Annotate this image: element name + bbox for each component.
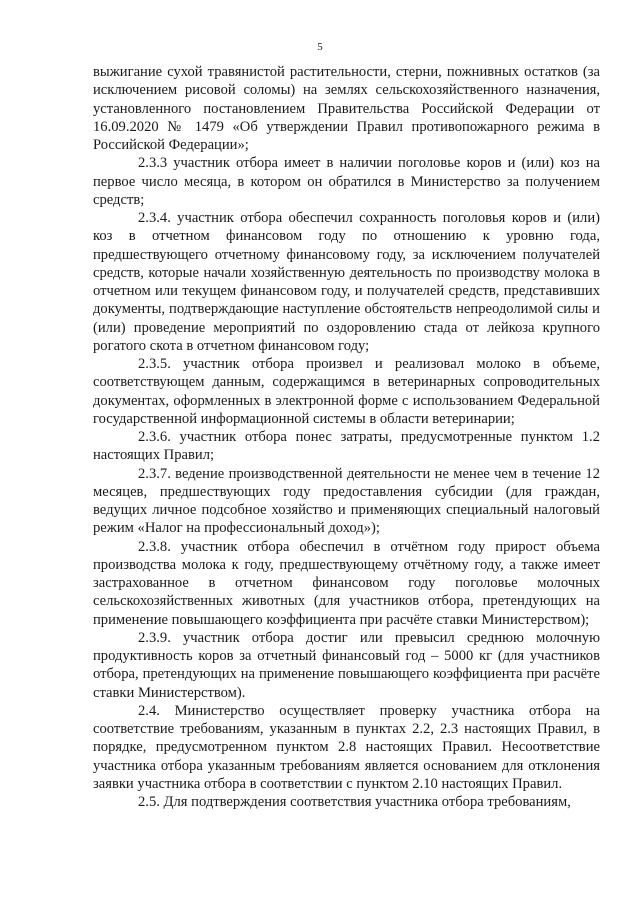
paragraph-2-3-7: 2.3.7. ведение производственной деятельности не менее чем в течение 12 месяцев, предшествующих году предоставления субсидии (для граждан, ведущих личное подсобное хозяйство и применяющих специальный налоговый режим «Налог на профессиональный доход»); [93,465,600,537]
paragraph-2-3-3: 2.3.3 участник отбора имеет в наличии поголовье коров и (или) коз на первое число месяца, в котором он обратился в Министерство за получением средств; [93,155,600,208]
paragraph-2-3-9: 2.3.9. участник отбора достиг или превысил среднюю молочную продуктивность коров за отчетный финансовый год – 5000 кг (для участников отбора, претендующих на применение повышающего коэффициента при расчёте ставки Министерством). [93,629,600,701]
paragraph-2-4: 2.4. Министерство осуществляет проверку участника отбора на соответствие требованиям, указанным в пунктах 2.2, 2.3 настоящих Правил, в порядке, предусмотренном пунктом 2.8 настоящих Правил. Несоответствие участника отбора указанным требованиям является основанием для отклонения заявки участника отбора в соответствии с пунктом 2.10 настоящих Правил. [93,702,600,792]
page-number: 5 [317,41,323,53]
paragraph-continuation: выжигание сухой травянистой растительности, стерни, пожнивных остатков (за исключением рисовой соломы) на землях сельскохозяйственного назначения, установленного постановлением Правительства Российской Федерации от 16.09.2020 № 1479 «Об утверждении Правил противопожарного режима в Российской Федерации»; [93,64,600,153]
paragraph-2-3-6: 2.3.6. участник отбора понес затраты, предусмотренные пунктом 1.2 настоящих Правил; [93,429,600,464]
paragraph-2-3-4: 2.3.4. участник отбора обеспечил сохранность поголовья коров и (или) коз в отчетном финансовом году по отношению к уровню года, предшествующего отчетному финансовому году, за исключением получателей средств, которые начали хозяйственную деятельность по производству молока в отчетном или текущем финансовом году, и получателей средств, представивших документы, подтверждающие наступление обстоятельств непреодолимой силы и (или) проведение мероприятий по оздоровлению стада от лейкоза крупного рогатого скота в отчетном финансовом году; [93,210,600,354]
paragraph-2-3-5: 2.3.5. участник отбора произвел и реализовал молоко в объеме, соответствующем данным, содержащимся в ветеринарных сопроводительных документах, оформленных в электронной форме с использованием Федеральной государственной информационной системы в области ветеринарии; [93,356,600,427]
document-body [93,63,600,811]
paragraph-2-3-8: 2.3.8. участник отбора обеспечил в отчётном году прирост объема производства молока к году, предшествующему отчётному году, а также имеет застрахованное в отчетном финансовом году поголовье молочных сельскохозяйственных животных (для участников отбора, претендующих на применение повышающего коэффициента при расчёте ставки Министерством); [93,538,600,628]
paragraph-2-5: 2.5. Для подтверждения соответствия участника отбора требованиям, [138,794,571,810]
